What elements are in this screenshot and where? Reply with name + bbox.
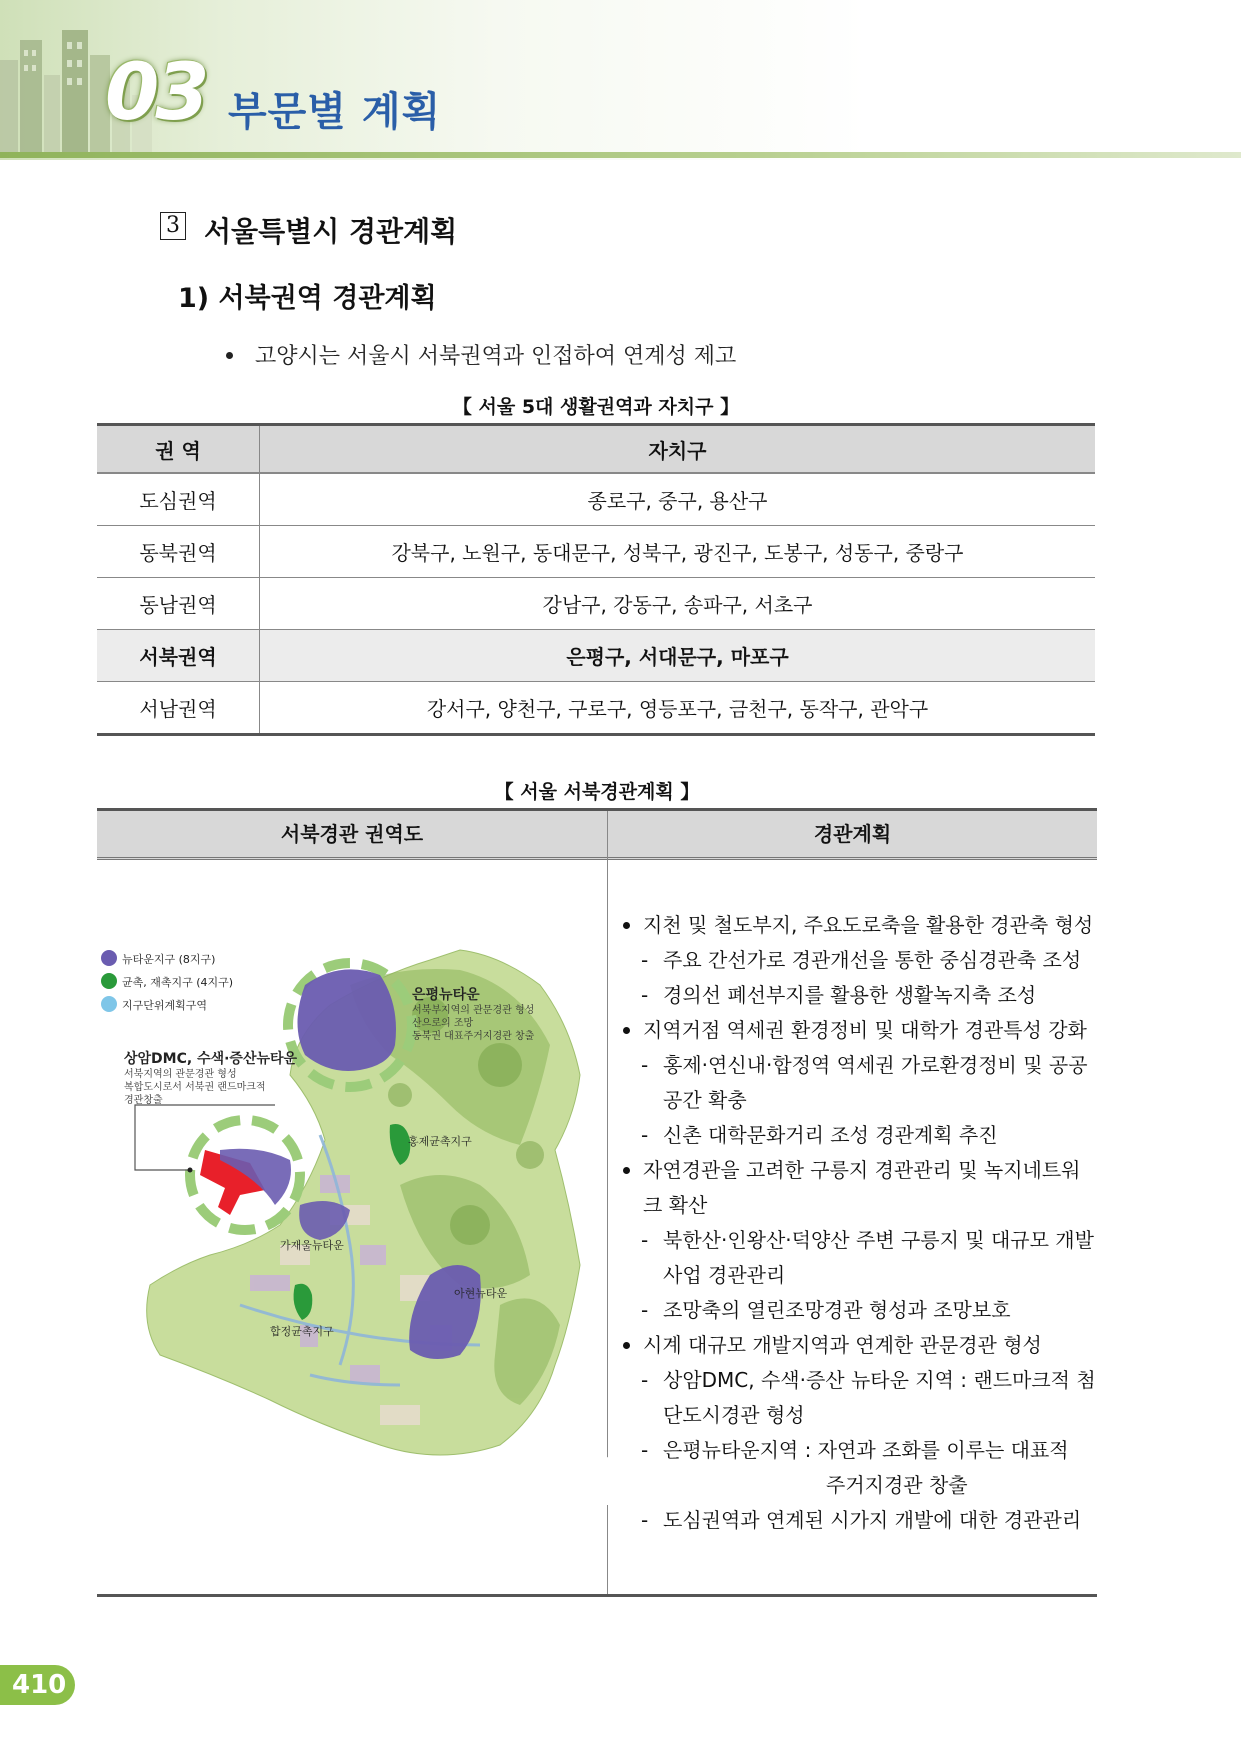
chapter-title: 부문별 계획 — [228, 89, 442, 135]
label-eunpyeong-desc2: 산으로의 조망 — [412, 1018, 474, 1029]
table-header-row — [97, 425, 1095, 474]
table-row-highlighted — [97, 630, 1095, 682]
intro-bullet-text: 고양시는 서울시 서북권역과 인접하여 연계성 제고 — [255, 344, 737, 369]
region-cell: 동북권역 — [97, 526, 260, 578]
label-sangam-desc1: 서북지역의 관문경관 형성 — [124, 1069, 237, 1080]
region-cell: 도심권역 — [97, 473, 260, 526]
region-cell: 서북권역 — [97, 630, 260, 682]
plan-dash-item: - 북한산·인왕산·덕양산 주변 구릉지 및 대규모 개발 사업 경관관리 — [617, 1223, 1097, 1293]
chapter-number: 03 — [105, 48, 206, 138]
table-header-cell: 권 역 — [97, 425, 260, 474]
table-row — [97, 526, 1095, 578]
districts-cell: 종로구, 중구, 용산구 — [260, 473, 1096, 526]
regions-table — [97, 423, 1095, 736]
label-ahyeon: 아현뉴타운 — [454, 1287, 508, 1300]
districts-cell: 강서구, 양천구, 구로구, 영등포구, 금천구, 동작구, 관악구 — [260, 682, 1096, 735]
table-row — [97, 682, 1095, 735]
eunpyeong-newtown-area — [298, 969, 397, 1071]
plan-dash-item: - 조망축의 열린조망경관 형성과 조망보호 — [617, 1293, 1097, 1328]
label-gajaewool: 가재울뉴타운 — [280, 1239, 344, 1252]
plan-bullet: 시계 대규모 개발지역과 연계한 관문경관 형성 — [617, 1328, 1097, 1363]
label-hapjeong: 합정균촉지구 — [270, 1325, 334, 1338]
plan-dash-item: - 은평뉴타운지역 : 자연과 조화를 이루는 대표적 — [617, 1433, 1097, 1468]
plan-bullet: 자연경관을 고려한 구릉지 경관관리 및 녹지네트워크 확산 — [617, 1153, 1097, 1223]
table-row — [97, 578, 1095, 630]
table-row — [97, 473, 1095, 526]
districts-cell: 강북구, 노원구, 동대문구, 성북구, 광진구, 도봉구, 성동구, 중랑구 — [260, 526, 1096, 578]
plan-list — [617, 908, 1097, 1538]
region-cell: 서남권역 — [97, 682, 260, 735]
plan-dash-item: - 도심권역과 연계된 시가지 개발에 대한 경관관리 — [617, 1503, 1097, 1538]
plan-continuation: 주거지경관 창출 — [826, 1473, 968, 1497]
section-title: 서울특별시 경관계획 — [204, 215, 458, 248]
label-hongje: 홍제균촉지구 — [408, 1135, 472, 1148]
northwest-landscape-map — [100, 945, 620, 1505]
label-sangam-desc3: 경관창출 — [124, 1095, 163, 1106]
plan-dash-item: - 주요 간선가로 경관개선을 통한 중심경관축 조성 — [617, 943, 1097, 978]
table2-caption: 【 서울 서북경관계획 】 — [494, 781, 700, 803]
legend-marker-renewal — [101, 973, 117, 989]
label-sangam: 상암DMC, 수색·증산뉴타운 — [124, 1051, 298, 1067]
plan-dash-item: - 상암DMC, 수색·증산 뉴타운 지역 : 랜드마크적 첨단도시경관 형성 — [617, 1363, 1097, 1433]
legend-marker-newtown — [101, 950, 117, 966]
legend-label-newtown: 뉴타운지구 (8지구) — [122, 953, 216, 966]
districts-cell: 강남구, 강동구, 송파구, 서초구 — [260, 578, 1096, 630]
table-header-cell: 서북경관 권역도 — [97, 811, 608, 857]
label-eunpyeong-desc3: 동북권 대표주거지경관 창출 — [412, 1031, 535, 1042]
chapter-header — [0, 0, 1241, 160]
legend-label-district-plan: 지구단위계획구역 — [122, 999, 208, 1012]
page-number: 410 — [0, 1665, 75, 1705]
table-header-cell: 경관계획 — [813, 822, 892, 846]
label-sangam-desc2: 복합도시로서 서북권 랜드마크적 — [124, 1082, 266, 1093]
plan-bullet: 지역거점 역세권 환경정비 및 대학가 경관특성 강화 — [617, 1013, 1097, 1048]
districts-cell: 은평구, 서대문구, 마포구 — [260, 630, 1096, 682]
subsection-title: 1) 서북권역 경관계획 — [178, 283, 437, 314]
plan-dash-item: - 신촌 대학문화거리 조성 경관계획 추진 — [617, 1118, 1097, 1153]
header-rule — [0, 152, 1241, 158]
plan-dash-item: - 경의선 폐선부지를 활용한 생활녹지축 조성 — [617, 978, 1097, 1013]
section-number: 3 — [160, 212, 186, 240]
region-cell: 동남권역 — [97, 578, 260, 630]
label-eunpyeong-desc1: 서북부지역의 관문경관 형성 — [412, 1005, 535, 1016]
table-header-cell: 자치구 — [260, 425, 1096, 474]
map-legend — [101, 950, 233, 1012]
legend-label-renewal: 균촉, 재촉지구 (4지구) — [122, 976, 234, 989]
plan-bullet: 지천 및 철도부지, 주요도로축을 활용한 경관축 형성 — [617, 908, 1097, 943]
legend-marker-district-plan — [101, 996, 117, 1012]
bullet-marker — [226, 352, 233, 359]
table-header-row — [97, 808, 1097, 860]
label-eunpyeong: 은평뉴타운 — [412, 987, 480, 1003]
table1-caption: 【 서울 5대 생활권역과 자치구 】 — [452, 396, 740, 418]
table-bottom-rule — [97, 1594, 1097, 1597]
plan-dash-item: - 홍제·연신내·합정역 역세권 가로환경정비 및 공공 공간 확충 — [617, 1048, 1097, 1118]
